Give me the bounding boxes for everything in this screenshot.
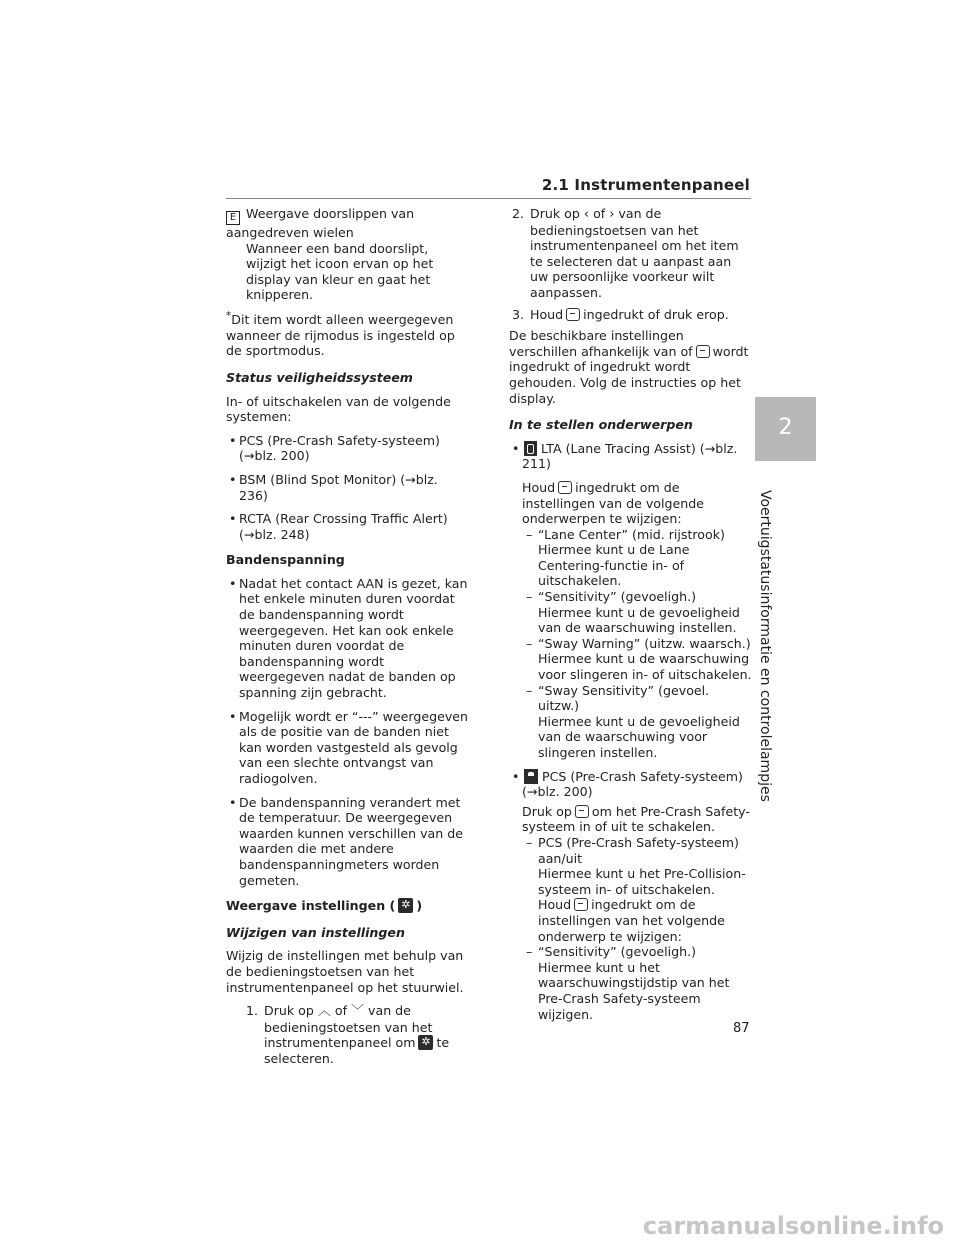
lta-hold: Houd ingedrukt om de instellingen van de volgende onderwerpen te wijzigen: (522, 479, 704, 527)
left-column (226, 206, 470, 1073)
chapter-label: Voertuigstatusinformatie en controlelampjes (757, 490, 773, 802)
chevron-down-icon: ﹀ (351, 1004, 365, 1020)
item-e (226, 206, 470, 303)
header-divider (226, 198, 751, 199)
pcs-press: Druk op om het Pre-Crash Safety-systeem in of uit te schakelen. (522, 803, 750, 835)
ok-button-icon (575, 805, 589, 818)
footnote-mark: * (226, 309, 232, 322)
pcs-icon (524, 769, 538, 784)
list-item: – “Sensitivity” (gevoeligh.) Hiermee kunt u de gevoeligheid van de waarschuwing instellen. (526, 589, 740, 636)
list-item: – PCS (Pre-Crash Safety-systeem) aan/uit Hiermee kunt u het Pre-Collision-systeem in- of uitschakelen. Houd ingedrukt om de instellingen van het volgende onderwerp te wijzigen: (526, 834, 746, 944)
list-item: • De bandenspanning verandert met de temperatuur. De weergegeven waarden kunnen verschillen van de waarden die met andere bandenspanningmeters worden gemeten. (229, 794, 463, 888)
list-item: • RCTA (Rear Crossing Traffic Alert) (→blz. 248) (229, 511, 448, 542)
list-item: • BSM (Blind Spot Monitor) (→blz. 236) (229, 471, 438, 503)
chevron-right-icon: › (609, 207, 615, 222)
chapter-number: 2 (778, 415, 793, 440)
change-intro: Wijzig de instellingen met behulp van de bedieningstoetsen van het instrumentenpaneel op het stuurwiel. (226, 948, 464, 995)
list-item: – “Sway Sensitivity” (gevoel. uitzw.) Hiermee kunt u de gevoeligheid van de waarschuwing voor slingeren instellen. (526, 682, 740, 760)
ok-button-icon (574, 898, 588, 911)
list-item: – “Sensitivity” (gevoeligh.) Hiermee kunt u het waarschuwingstijdstip van het Pre-Crash Safety-systeem wijzigen. (526, 944, 730, 1022)
lta-item: • LTA (Lane Tracing Assist) (→blz. 211) (512, 440, 738, 472)
step-3: 3. Houd ingedrukt of druk erop. (512, 306, 729, 322)
step-1: 1. Druk op ︿ of ﹀ van de bedieningstoetsen van het instrumentenpaneel om✲ te selecteren. (246, 1003, 470, 1066)
lta-icon (524, 441, 537, 456)
chevron-left-icon: ‹ (583, 207, 590, 222)
list-item: – “Sway Warning” (uitzw. waarsch.) Hiermee kunt u de waarschuwing voor slingeren in- of uitschakelen. (526, 635, 752, 683)
tire-heading: Bandenspanning (226, 552, 345, 568)
change-heading: Wijzigen van instellingen (226, 924, 405, 940)
step-2: 2. Druk op ‹ of › van de bedieningstoetsen van het instrumentenpaneel om het item te selecteren dat u aanpast aan uw persoonlijke voorkeur wilt aanpassen. (512, 206, 739, 300)
page-number: 87 (733, 1021, 750, 1036)
status-intro: In- of uitschakelen van de volgende systemen: (226, 393, 451, 425)
right-column (509, 206, 752, 1022)
watermark: carmanualsonline.info (642, 1212, 944, 1240)
settings-heading: Weergave instellingen (✲ ) (226, 898, 470, 914)
chapter-tab (755, 397, 816, 461)
list-item: • PCS (Pre-Crash Safety-systeem) (→blz. 200) (229, 432, 440, 464)
topics-heading: In te stellen onderwerpen (509, 417, 693, 433)
chevron-up-icon: ︿ (317, 1004, 331, 1020)
list-item: – “Lane Center” (mid. rijstrook) Hiermee kunt u de Lane Centering-functie in- of uitschakelen. (526, 526, 725, 589)
ok-button-icon (566, 308, 580, 321)
list-item: • Nadat het contact AAN is gezet, kan het enkele minuten duren voordat de bandenspanning wordt weergegeven. Het kan ook enkele minuten duren voordat de bandenspanning wordt weergegeven nadat de banden op spanning zijn gebracht. (229, 575, 468, 701)
pcs-item: • PCS (Pre-Crash Safety-systeem) (→blz. 200) (512, 768, 743, 800)
settings-gear-icon (418, 1035, 433, 1050)
ok-button-icon (558, 481, 572, 494)
available-settings: De beschikbare instellingen verschillen afhankelijk van of wordt ingedrukt of ingedrukt wordt gehouden. Volg de instructies op het display. (509, 328, 749, 406)
status-heading: Status veiligheidssysteem (226, 369, 413, 385)
footnote (226, 309, 470, 359)
section-title: 2.1 Instrumentenpaneel (541, 176, 750, 194)
footnote-text: Dit item wordt alleen weergegeven wanneer de rijmodus is ingesteld op de sportmodus. (226, 312, 455, 359)
ok-button-icon (696, 345, 710, 358)
label-e: E (226, 211, 240, 225)
item-e-text: Wanneer een band doorslipt, wijzigt het icoon ervan op het display van kleur en gaat het knipperen. (246, 240, 434, 303)
list-item: • Mogelijk wordt er “---” weergegeven als de positie van de banden niet kan worden vastgesteld als gevolg van een slechte ontvangst van radiogolven. (229, 708, 469, 786)
settings-gear-icon (398, 898, 413, 913)
item-e-title: Weergave doorslippen van aangedreven wielen (226, 206, 415, 240)
